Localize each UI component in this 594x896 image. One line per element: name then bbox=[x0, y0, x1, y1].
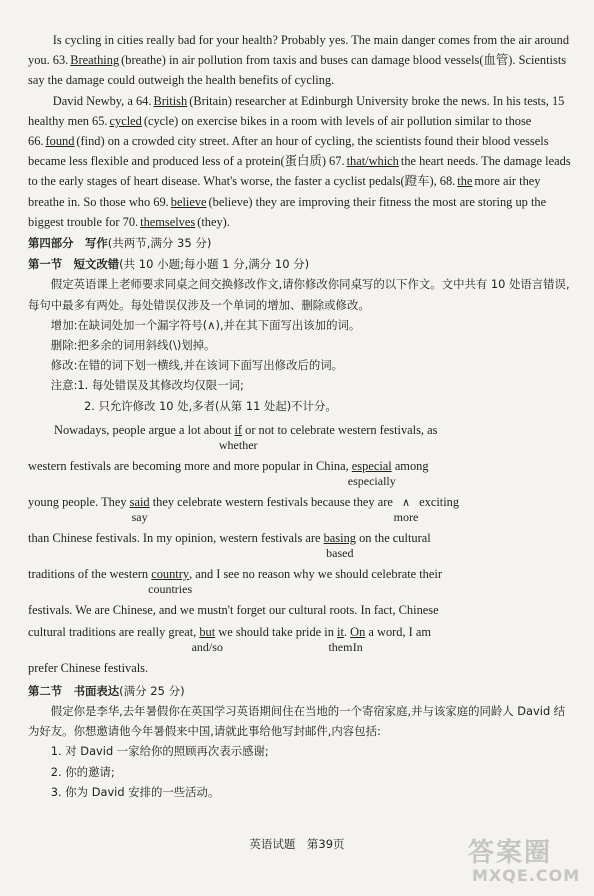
answer-63: Breathing bbox=[70, 53, 120, 68]
content-item-3: 3. 你为 David 安排的一些活动。 bbox=[50, 784, 220, 799]
correction-8: it them bbox=[328, 624, 353, 654]
content-item-1: 1. 对 David 一家给你的照顾再次表示感谢; bbox=[50, 744, 269, 759]
correction-3: said say bbox=[129, 494, 150, 524]
insertion-caret: ∧ bbox=[401, 495, 411, 509]
rule-add: 增加:在缺词处加一个漏字符号(∧),并在其下面写出该加的词。 bbox=[50, 317, 361, 332]
correction-2: especial especially bbox=[347, 458, 396, 488]
essay-line-4: than Chinese festivals. In my opinion, western festivals are basing based on the cultural bbox=[28, 528, 576, 564]
essay-line-5: traditions of the western country countries , and I see no reason why we should celebrate their bbox=[28, 564, 576, 600]
content-item-2: 2. 你的邀请; bbox=[50, 764, 115, 779]
answer-68: the bbox=[457, 174, 473, 189]
answer-64: British bbox=[153, 93, 188, 108]
essay-line-7: cultural traditions are really great, but and/so we should take pride in it them . $\frac{On}{In}$ a word, I am bbox=[28, 622, 576, 658]
answer-69: believe bbox=[170, 194, 207, 209]
section1-heading: 第一节 短文改错(共 10 小题;每小题 1 分,满分 10 分) bbox=[28, 257, 310, 272]
essay-line-2: western festivals are becoming more and more popular in China, especial especially among bbox=[28, 456, 576, 492]
rule-modify: 修改:在错的词下划一横线,并在该词下面写出修改后的词。 bbox=[50, 358, 344, 373]
essay-line-8: prefer Chinese festivals. bbox=[28, 660, 149, 675]
passage-paragraph-1: Is cycling in cities really bad for your health? Probably yes. The main danger comes from the air around you. 63. Breathing (breathe) in air pollution from taxis and buses can damage blood vessels(血管). Scientists say the damage could outweigh the health benefits of cycling. bbox=[28, 33, 570, 88]
section1-instructions: 假定英语课上老师要求同桌之间交换修改作文,请你修改你同桌写的以下作文。文中共有 10 处语言错误,每句中最多有两处。每处错误仅涉及一个单词的增加、删除或修改。 bbox=[28, 277, 570, 312]
note-2: 2. 只允许修改 10 处,多者(从第 11 处起)不计分。 bbox=[84, 398, 337, 413]
error-correction-essay bbox=[28, 420, 576, 680]
correction-4: ∧ more bbox=[393, 495, 419, 524]
correction-6: country countries bbox=[148, 566, 193, 596]
note-1: 注意:1. 每处错误及其修改均仅限一词; bbox=[50, 378, 244, 393]
answer-66: found bbox=[45, 134, 75, 149]
essay-line-6: festivals. We are Chinese, and we mustn't forget our cultural roots. In fact, Chinese bbox=[28, 602, 439, 617]
answer-67: that/which bbox=[346, 154, 399, 169]
rule-delete: 删除:把多余的词用斜线(\)划掉。 bbox=[50, 338, 216, 353]
section2-heading: 第二节 书面表达(满分 25 分) bbox=[28, 683, 185, 698]
page-footer: 英语试题 第39页 bbox=[249, 837, 345, 851]
answer-65: cycled bbox=[109, 113, 142, 128]
correction-5: basing based bbox=[323, 530, 356, 560]
passage-paragraph-2: David Newby, a 64. British (Britain) researcher at Edinburgh University broke the news. In his tests, 15 healthy men 65. cycled (cycle) on exercise bikes in a room with levels of air pollution similar to those 66. found (find) on a crowded city street. After an hour of cycling, the scientists found their blood vessels became less flexible and produced less of a protein(蛋白质) 67. that/which the heart needs. The damage leads to the early stages of heart disease. What's worse, the faster a cyclist pedals(蹬车), 68. the more air they breathe in. So those who 69. believe (believe) they are improving their fitness the most are storing up the biggest trouble for 70. themselves (they). bbox=[28, 93, 571, 229]
section2-instructions: 假定你是李华,去年暑假你在英国学习英语期间住在当地的一个寄宿家庭,并与该家庭的同龄人 David 结为好友。你想邀请他今年暑假来中国,请就此事给他写封邮件,内容包括: bbox=[28, 704, 566, 739]
part4-heading: 第四部分 写作(共两节,满分 35 分) bbox=[28, 236, 212, 251]
exam-page bbox=[28, 30, 576, 802]
watermark-logo: 答案圈 MXQE.COM bbox=[468, 838, 581, 885]
correction-9: $\frac{On}{In}$ bbox=[350, 624, 366, 654]
essay-line-1: Nowadays, people argue a lot about if whether or not to celebrate western festivals, as bbox=[28, 420, 576, 456]
correction-7: but and/so bbox=[191, 624, 223, 654]
answer-70: themselves bbox=[140, 214, 196, 229]
correction-1: if whether bbox=[218, 422, 258, 452]
essay-line-3: young people. They said say they celebrate western festivals because they are ∧ more exciting bbox=[28, 492, 576, 528]
